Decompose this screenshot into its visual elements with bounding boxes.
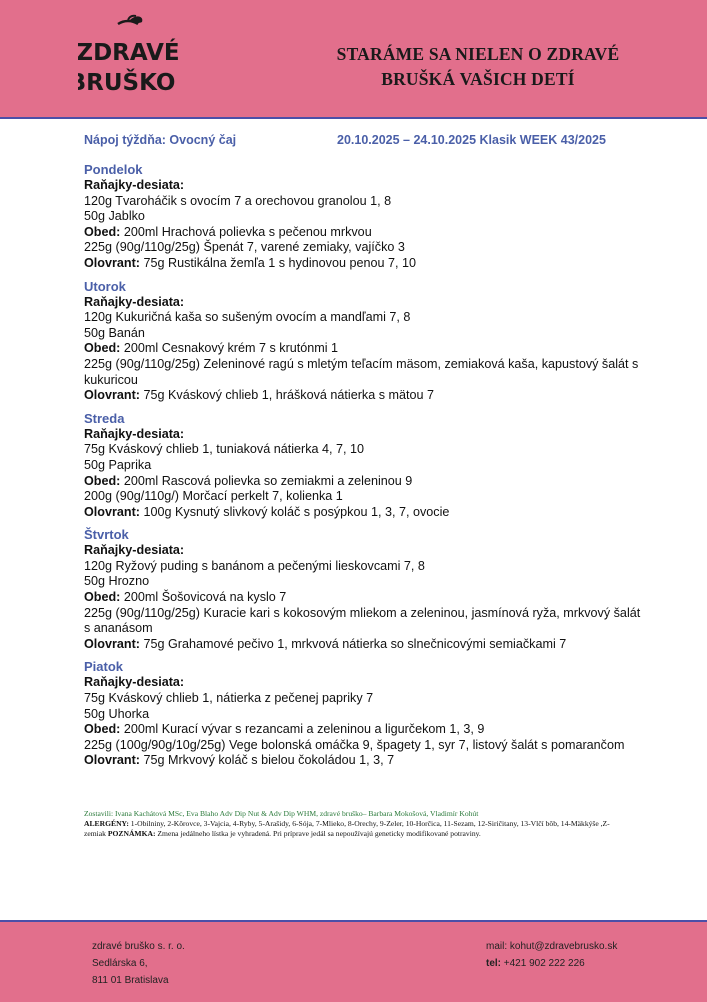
breakfast-label: Raňajky-desiata:	[84, 294, 185, 309]
day-heading: Štvrtok	[84, 527, 129, 543]
authors-note: Zostavili: Ivana Kachátová MSc, Eva Blaho Adv Dip Nut & Adv Dip WHM, zdravé bruško– Barbara Mokošová, Vladimír Kohút	[84, 809, 479, 818]
snack-item: 75g Kváskový chlieb 1, hrášková nátierka s mätou 7	[143, 388, 434, 403]
lunch-row	[84, 474, 644, 490]
snack-item: 75g Rustikálna žemľa 1 s hydinovou penou 7, 10	[143, 255, 417, 270]
day-block	[84, 659, 644, 769]
lunch-label: Obed:	[84, 722, 121, 737]
drink-of-week: Nápoj týždňa: Ovocný čaj	[84, 133, 237, 147]
lunch-item: 200ml Kurací vývar s rezancami a zeleninou a ligurčekom 1, 3, 9	[123, 722, 485, 737]
lunch-item: 200ml Rascová polievka so zemiakmi a zeleninou 9	[123, 473, 413, 488]
lunch-item: 225g (100g/90g/10g/25g) Vege bolonská omáčka 9, špagety 1, syr 7, listový šalát s pomarančom	[84, 737, 625, 752]
logo-text-line2: BRUŠKO	[78, 70, 176, 96]
lunch-label: Obed:	[84, 473, 121, 488]
snack-label: Olovrant:	[84, 255, 140, 270]
note-text: Zmena jedálneho lístka je vyhradená. Pri príprave jedál sa nepoužívajú geneticky modifikované potraviny.	[157, 829, 481, 839]
weekly-menu	[84, 162, 644, 776]
breakfast-item: 50g Banán	[84, 325, 145, 340]
snack-label: Olovrant:	[84, 636, 140, 651]
allergens-label: ALERGÉNY:	[84, 819, 129, 829]
lunch-item: 225g (90g/110g/25g) Zeleninové ragú s mletým teľacím mäsom, zemiaková kaša, kapustový šalát s kukuricou	[84, 356, 642, 387]
breakfast-item: 120g Kukuričná kaša so sušeným ovocím a mandľami 7, 8	[84, 310, 411, 325]
snack-row	[84, 753, 644, 769]
footnotes	[84, 809, 614, 840]
lunch-item: 200ml Hrachová polievka s pečenou mrkvou	[123, 224, 372, 239]
lunch-label: Obed:	[84, 224, 121, 239]
day-heading: Utorok	[84, 278, 126, 294]
lunch-item: 200ml Cesnakový krém 7 s krutónmi 1	[123, 341, 339, 356]
breakfast-item: 75g Kváskový chlieb 1, nátierka z pečenej papriky 7	[84, 691, 374, 706]
breakfast-label: Raňajky-desiata:	[84, 543, 185, 558]
day-block	[84, 411, 644, 521]
lunch-row	[84, 722, 644, 738]
breakfast-item: 50g Uhorka	[84, 706, 150, 721]
day-heading: Pondelok	[84, 162, 143, 177]
note-label: POZNÁMKA:	[107, 829, 156, 839]
day-block	[84, 279, 644, 404]
company-address	[92, 938, 185, 989]
header-band	[0, 0, 707, 119]
snack-item: 75g Mrkvový koláč s bielou čokoládou 1, 3, 7	[143, 753, 395, 768]
breakfast-item: 75g Kváskový chlieb 1, tuniaková nátierka 4, 7, 10	[84, 442, 365, 457]
tagline-line1: STARÁME SA NIELEN O ZDRAVÉ	[336, 44, 620, 64]
day-heading: Streda	[84, 410, 125, 426]
tagline	[300, 42, 656, 92]
breakfast-label: Raňajky-desiata:	[84, 675, 185, 690]
contact-mail[interactable]: mail: kohut@zdravebrusko.sk	[486, 941, 618, 952]
lunch-item: 200g (90g/110g/) Morčací perkelt 7, kolienka 1	[84, 489, 343, 504]
snack-label: Olovrant:	[84, 504, 140, 519]
day-block	[84, 527, 644, 652]
phone-number: +421 902 222 226	[503, 958, 585, 969]
breakfast-item: 120g Tvaroháčik s ovocím 7 a orechovou granolou 1, 8	[84, 193, 392, 208]
logo-text-line1: ZDRAVÉ	[78, 40, 178, 66]
snack-row	[84, 388, 644, 404]
phone-label: tel:	[486, 958, 501, 969]
breakfast-item: 50g Paprika	[84, 457, 152, 472]
contact-phone[interactable]	[486, 955, 617, 972]
day-block	[84, 162, 644, 272]
company-street: Sedlárska 6,	[92, 958, 148, 969]
lunch-item: 225g (90g/110g/25g) Špenát 7, varené zemiaky, vajíčko 3	[84, 240, 405, 255]
week-range: 20.10.2025 – 24.10.2025 Klasik WEEK 43/2025	[337, 133, 606, 147]
brand-logo-graphic	[78, 14, 178, 106]
allergens-note	[84, 819, 614, 839]
contact-info	[486, 938, 617, 972]
lunch-label: Obed:	[84, 341, 121, 356]
day-heading: Piatok	[84, 659, 124, 675]
tagline-line2: BRUŠKÁ VAŠICH DETÍ	[381, 69, 575, 89]
snack-label: Olovrant:	[84, 753, 140, 768]
company-city: 811 01 Bratislava	[92, 975, 169, 986]
snack-label: Olovrant:	[84, 388, 140, 403]
snack-row	[84, 637, 644, 653]
brand-logo	[78, 14, 178, 106]
breakfast-item: 50g Jablko	[84, 209, 145, 224]
snack-row	[84, 505, 644, 521]
snack-row	[84, 256, 644, 272]
lunch-item: 200ml Šošovicová na kyslo 7	[123, 590, 287, 605]
breakfast-label: Raňajky-desiata:	[84, 426, 185, 441]
breakfast-item: 50g Hrozno	[84, 574, 150, 589]
lunch-item: 225g (90g/110g/25g) Kuracie kari s kokosovým mliekom a zeleninou, jasmínová ryža, mrkvový šalát s ananásom	[84, 605, 644, 636]
snack-item: 75g Grahamové pečivo 1, mrkvová nátierka so slnečnicovými semiačkami 7	[143, 636, 567, 651]
footer-band	[0, 920, 707, 1002]
lunch-row	[84, 225, 644, 241]
allergens-list: 1-Obilniny, 2-Kôrovce, 3-Vajcia, 4-Ryby, 5-Arašidy, 6-Sója, 7-Mlieko, 8-Orechy, 9-Zeler, 10-Horčica, 11-Sezam, 12-Siričitany, 13-Vlčí bôb, 14-Mäkkýše ,Z-zemiak	[84, 819, 610, 839]
breakfast-label: Raňajky-desiata:	[84, 178, 185, 192]
snack-item: 100g Kysnutý slivkový koláč s posýpkou 1, 3, 7, ovocie	[143, 504, 450, 519]
lunch-row	[84, 341, 644, 357]
company-name: zdravé bruško s. r. o.	[92, 941, 185, 952]
lunch-row	[84, 590, 644, 606]
breakfast-item: 120g Ryžový puding s banánom a pečenými lieskovcami 7, 8	[84, 558, 425, 573]
lunch-label: Obed:	[84, 590, 121, 605]
